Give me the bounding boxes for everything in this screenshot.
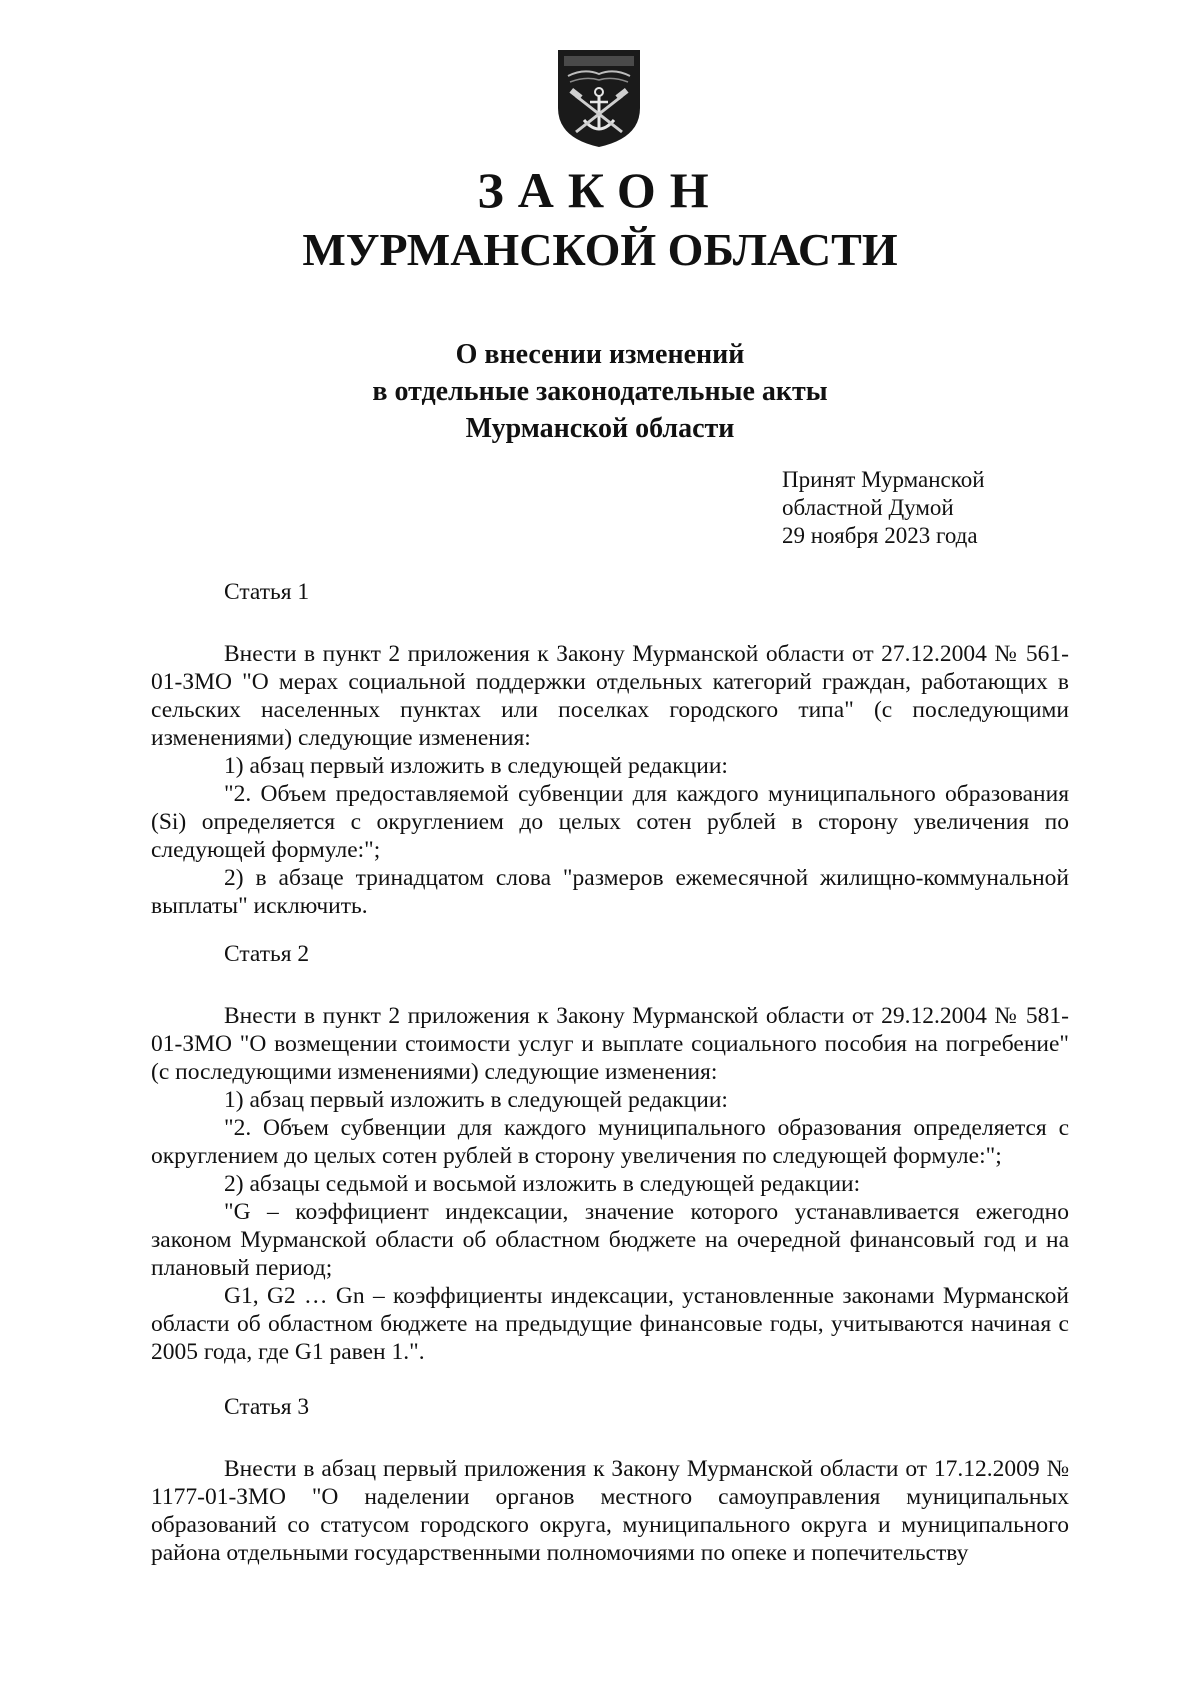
document-title: ЗАКОН <box>477 162 723 218</box>
article-3-body <box>151 1455 1069 1567</box>
adoption-date: 29 ноября 2023 года <box>782 523 978 548</box>
article-paragraph: Внести в абзац первый приложения к Закону Мурманской области от 17.12.2009 № 1177-01-ЗМО "О наделении органов местного самоуправления муниципальных образований со статусом городского округа, муниципального округа и муниципального района отдельными государственными полномочиями по опеке и попечительству <box>151 1456 1069 1566</box>
adoption-note-line: областной Думой <box>782 495 954 520</box>
article-paragraph: "2. Объем предоставляемой субвенции для каждого муниципального образования (Si) определяется с округлением до целых сотен рублей в сторону увеличения по следующей формуле:"; <box>151 781 1069 863</box>
article-1-heading: Статья 1 <box>224 579 310 605</box>
coat-of-arms-murmansk-icon <box>554 46 644 150</box>
article-paragraph: 2) абзацы седьмой и восьмой изложить в следующей редакции: <box>224 1171 861 1197</box>
adoption-note-line: Принят Мурманской <box>782 467 985 492</box>
article-paragraph: 1) абзац первый изложить в следующей редакции: <box>224 753 728 779</box>
article-paragraph: G1, G2 … Gn – коэффициенты индексации, установленные законами Мурманской области об областном бюджете на предыдущие финансовые годы, учитываются начиная с 2005 года, где G1 равен 1.". <box>151 1283 1069 1365</box>
article-paragraph: "G – коэффициент индексации, значение которого устанавливается ежегодно законом Мурманской области об областном бюджете на очередной финансовый год и на плановый период; <box>151 1199 1069 1281</box>
article-paragraph: 1) абзац первый изложить в следующей редакции: <box>224 1087 728 1113</box>
article-3-heading: Статья 3 <box>224 1394 310 1420</box>
law-subject-line: Мурманской области <box>465 413 735 444</box>
article-paragraph: 2) в абзаце тринадцатом слова "размеров ежемесячной жилищно-коммунальной выплаты" исключить. <box>151 865 1069 919</box>
article-2-heading: Статья 2 <box>224 941 310 967</box>
article-paragraph: "2. Объем субвенции для каждого муниципального образования определяется с округлением до целых сотен рублей в сторону увеличения по следующей формуле:"; <box>151 1115 1069 1169</box>
article-paragraph: Внести в пункт 2 приложения к Закону Мурманской области от 27.12.2004 № 561-01-ЗМО "О мерах социальной поддержки отдельных категорий граждан, работающих в сельских населенных пунктах или поселках городского типа" (с последующими изменениями) следующие изменения: <box>151 641 1069 751</box>
law-subject-line: О внесении изменений <box>455 339 745 370</box>
article-2-body <box>151 1002 1069 1366</box>
adoption-note <box>782 466 985 550</box>
law-subject <box>0 336 1200 447</box>
article-paragraph: Внести в пункт 2 приложения к Закону Мурманской области от 29.12.2004 № 581-01-ЗМО "О возмещении стоимости услуг и выплате социального пособия на погребение" (с последующими изменениями) следующие изменения: <box>151 1003 1069 1085</box>
law-subject-line: в отдельные законодательные акты <box>372 376 828 407</box>
document-region-title: МУРМАНСКОЙ ОБЛАСТИ <box>302 224 898 275</box>
article-1-body <box>151 640 1069 920</box>
